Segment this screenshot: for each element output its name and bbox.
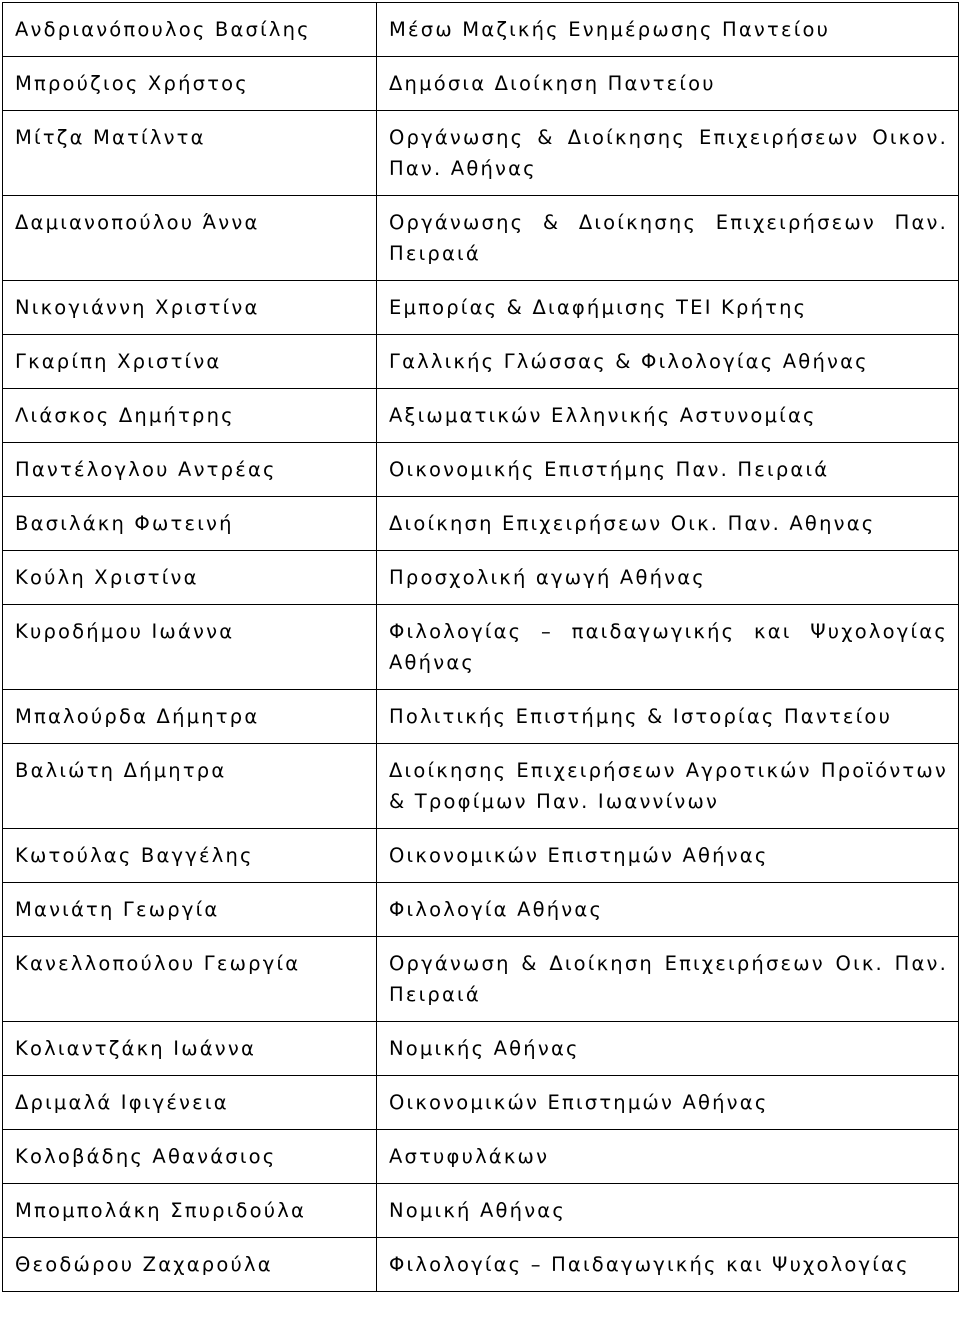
table-row	[3, 744, 959, 829]
table-row	[3, 335, 959, 389]
department-name: Φιλολογίας – Παιδαγωγικής και Ψυχολογίας	[377, 1238, 959, 1292]
table-row	[3, 3, 959, 57]
student-name: Παντέλογλου Αντρέας	[3, 443, 377, 497]
department-name: Νομική Αθήνας	[377, 1184, 959, 1238]
table-row	[3, 1076, 959, 1130]
table-row	[3, 551, 959, 605]
department-name: Οικονομικών Επιστημών Αθήνας	[377, 1076, 959, 1130]
department-name: Εμπορίας & Διαφήμισης ΤΕΙ Κρήτης	[377, 281, 959, 335]
table-row	[3, 389, 959, 443]
student-name: Μανιάτη Γεωργία	[3, 883, 377, 937]
department-name: Οικονομικής Επιστήμης Παν. Πειραιά	[377, 443, 959, 497]
table-row	[3, 1130, 959, 1184]
department-name: Διοίκηση Επιχειρήσεων Οικ. Παν. Αθηνας	[377, 497, 959, 551]
department-name: Φιλολογία Αθήνας	[377, 883, 959, 937]
table-row	[3, 196, 959, 281]
student-name: Δαμιανοπούλου Άννα	[3, 196, 377, 281]
student-name: Δριμαλά Ιφιγένεια	[3, 1076, 377, 1130]
student-name: Λιάσκος Δημήτρης	[3, 389, 377, 443]
table-row	[3, 1022, 959, 1076]
table-row	[3, 111, 959, 196]
student-department-table	[2, 2, 959, 1292]
table-row	[3, 443, 959, 497]
student-name: Κωτούλας Βαγγέλης	[3, 829, 377, 883]
department-name: Πολιτικής Επιστήμης & Ιστορίας Παντείου	[377, 690, 959, 744]
department-name: Νομικής Αθήνας	[377, 1022, 959, 1076]
table-row	[3, 1238, 959, 1292]
department-name: Προσχολική αγωγή Αθήνας	[377, 551, 959, 605]
table-row	[3, 497, 959, 551]
student-name: Νικογιάννη Χριστίνα	[3, 281, 377, 335]
table-row	[3, 829, 959, 883]
department-name: Μέσω Μαζικής Ενημέρωσης Παντείου	[377, 3, 959, 57]
student-name: Μίτζα Ματίλντα	[3, 111, 377, 196]
department-name: Φιλολογίας – παιδαγωγικής και Ψυχολογίας Αθήνας	[377, 605, 959, 690]
department-name: Αστυφυλάκων	[377, 1130, 959, 1184]
student-name: Κολοβάδης Αθανάσιος	[3, 1130, 377, 1184]
student-name: Θεοδώρου Ζαχαρούλα	[3, 1238, 377, 1292]
department-name: Δημόσια Διοίκηση Παντείου	[377, 57, 959, 111]
student-name: Βαλιώτη Δήμητρα	[3, 744, 377, 829]
student-name: Κολιαντζάκη Ιωάννα	[3, 1022, 377, 1076]
table-row	[3, 883, 959, 937]
table-row	[3, 937, 959, 1022]
department-name: Οργάνωσης & Διοίκησης Επιχειρήσεων Οικον. Παν. Αθήνας	[377, 111, 959, 196]
student-name: Μπρούζιος Χρήστος	[3, 57, 377, 111]
student-name: Βασιλάκη Φωτεινή	[3, 497, 377, 551]
student-name: Γκαρίπη Χριστίνα	[3, 335, 377, 389]
student-name: Κυροδήμου Ιωάννα	[3, 605, 377, 690]
student-name: Κανελλοπούλου Γεωργία	[3, 937, 377, 1022]
table-row	[3, 281, 959, 335]
student-name: Κούλη Χριστίνα	[3, 551, 377, 605]
table-row	[3, 57, 959, 111]
student-name: Μπομπολάκη Σπυριδούλα	[3, 1184, 377, 1238]
department-name: Διοίκησης Επιχειρήσεων Αγροτικών Προϊόντων & Τροφίμων Παν. Ιωαννίνων	[377, 744, 959, 829]
table-row	[3, 690, 959, 744]
department-name: Οργάνωσης & Διοίκησης Επιχειρήσεων Παν. Πειραιά	[377, 196, 959, 281]
table-row	[3, 605, 959, 690]
department-name: Γαλλικής Γλώσσας & Φιλολογίας Αθήνας	[377, 335, 959, 389]
department-name: Οικονομικών Επιστημών Αθήνας	[377, 829, 959, 883]
student-name: Μπαλούρδα Δήμητρα	[3, 690, 377, 744]
department-name: Οργάνωση & Διοίκηση Επιχειρήσεων Οικ. Παν. Πειραιά	[377, 937, 959, 1022]
department-name: Αξιωματικών Ελληνικής Αστυνομίας	[377, 389, 959, 443]
table-row	[3, 1184, 959, 1238]
student-name: Ανδριανόπουλος Βασίλης	[3, 3, 377, 57]
